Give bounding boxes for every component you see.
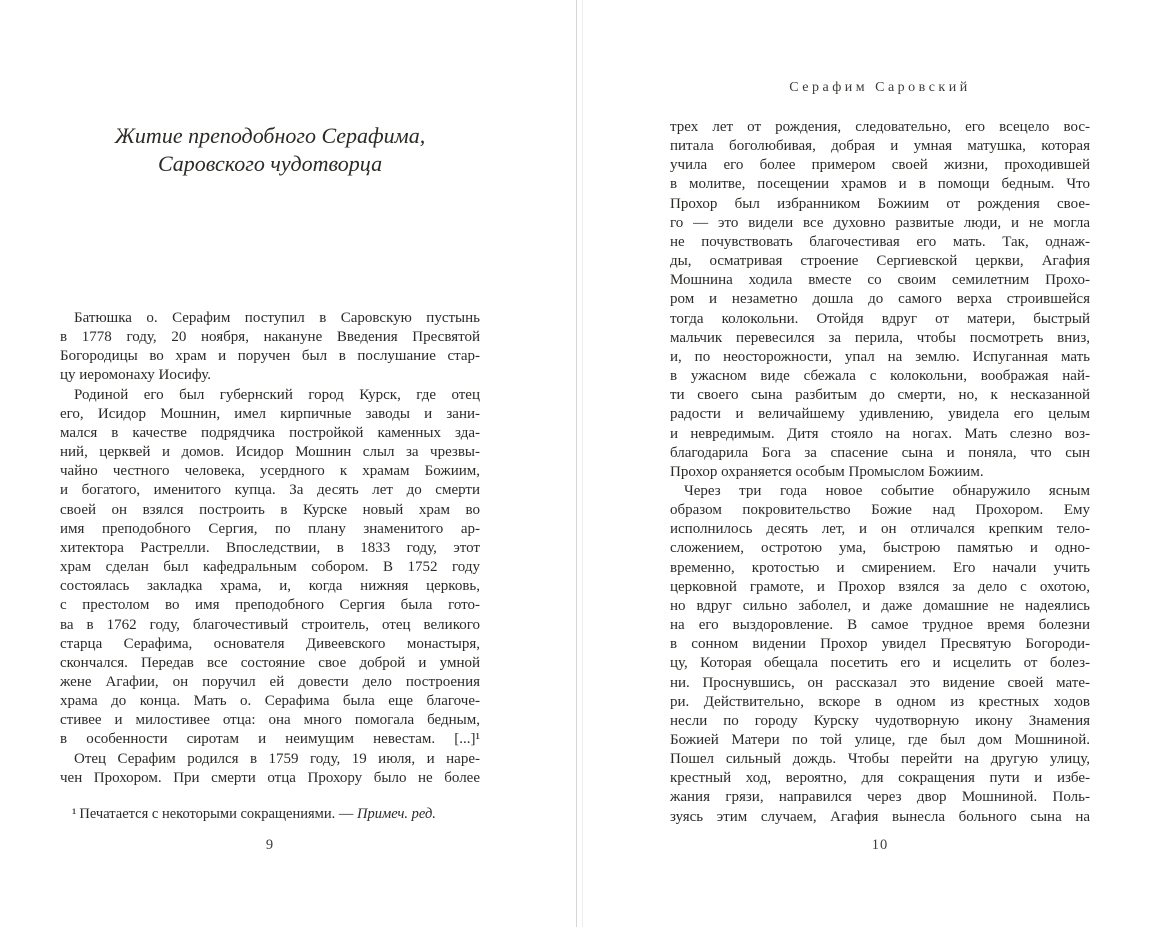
text-line: зуясь этим случаем, Агафия вынесла больного сына на (670, 808, 1090, 825)
text-line: в молитве, посещении храмов и в помощи бедным. Что (670, 176, 1090, 193)
chapter-title (60, 122, 480, 177)
chapter-title-line: Саровского чудотворца (157, 150, 383, 176)
text-line: сложением, остротою ума, быстрою памятью и одно- (670, 540, 1090, 557)
page-body-left (60, 309, 480, 788)
text-line: благодарила Бога за спасение сына и поняла, что сын (670, 444, 1090, 461)
text-line: ри. Действительно, вскоре в одном из крестных ходов (670, 693, 1090, 710)
text-line: с престолом во имя преподобного Сергия была гото- (60, 597, 480, 614)
text-line: го — это видели все духовно развитые люди, и не могла (670, 214, 1090, 231)
footnote-text: Печатается с некоторыми сокращениями. — (79, 806, 357, 822)
paragraph (60, 309, 480, 386)
text-line: несли по городу Курску чудотворную икону Знамения (670, 712, 1090, 729)
text-line: чен Прохором. При смерти отца Прохору было не более (60, 769, 480, 786)
text-line: тогда колокольни. Отойдя вдруг от матери, быстрый (670, 310, 1090, 327)
text-line: в сонном видении Прохор увидел Пресвятую Богороди- (670, 636, 1090, 653)
text-line: цу, Которая обещала посетить его и исцелить от болез- (670, 655, 1090, 672)
text-line: на его выздоровление. В самое трудное время болезни (670, 617, 1090, 634)
text-line: хитектора Растрелли. Впоследствии, в 1833 году, этот (60, 539, 480, 556)
text-line: Богородицы во храм и поручен был в послушание стар- (60, 348, 480, 365)
text-line: жене Агафии, он поручил ей довести дело построения (60, 673, 480, 690)
text-line: Батюшка о. Серафим поступил в Саровскую пустынь (74, 310, 480, 326)
text-line: и, по неосторожности, упал на землю. Испуганная мать (670, 348, 1090, 365)
text-line: радости и величайшему удивлению, увидела его целым (670, 406, 1090, 423)
text-line: крестный ход, вероятно, для сокращения пути и избе- (670, 770, 1090, 787)
page-left (60, 0, 480, 927)
text-line: храма до конца. Мать о. Серафима была еще благоче- (60, 693, 480, 710)
text-line: Родиной его был губернский город Курск, где отец (74, 386, 480, 403)
text-line: мался в качестве подрядчика постройкой каменных зда- (60, 424, 480, 441)
paragraph (60, 386, 480, 750)
paragraph (60, 750, 480, 788)
footnote-marker: ¹ (72, 806, 77, 822)
text-line: старца Серафима, основателя Дивеевского монастыря, (60, 635, 480, 652)
paragraph (670, 482, 1090, 827)
text-line: Отец Серафим родился в 1759 году, 19 июля, и наре- (74, 750, 480, 767)
text-line: временно, кротостью и смирением. Его начали учить (670, 559, 1090, 576)
text-line: цу иеромонаху Иосифу. (60, 367, 212, 384)
text-line: ни. Проснувшись, он рассказал это видение своей мате- (670, 674, 1090, 691)
page-number-right: 10 (871, 837, 889, 853)
text-line: исполнилось десять лет, и он отличался крепким тело- (670, 521, 1090, 538)
text-line: Прохор охраняется особым Промыслом Божиим. (670, 463, 984, 480)
text-line: питала боголюбивая, добрая и умная матушка, которая (670, 138, 1090, 155)
text-line: имя преподобного Сергия, по плану знаменитого ар- (60, 520, 480, 537)
text-line: его, Исидор Мошнин, имел кирпичные заводы и зани- (60, 405, 480, 422)
text-line: и богатого, именитого купца. За десять лет до смерти (60, 482, 480, 499)
text-line: но вдруг сильно заболел, и даже домашние не надеялись (670, 597, 1090, 614)
text-line: ва в 1762 году, благочестивый строитель, отец великого (60, 616, 480, 633)
text-line: Пошел сильный дождь. Чтобы перейти на другую улицу, (670, 751, 1090, 768)
chapter-title-line: Житие преподобного Серафима, (114, 123, 426, 148)
page-right (670, 0, 1090, 927)
text-line: в ужасном виде сбежала с колокольни, воображая най- (670, 368, 1090, 385)
text-line: ром и незаметно дошла до самого верха строившейся (670, 291, 1090, 308)
text-line: стивее и милостивее отца: она много помогала бедным, (60, 712, 480, 729)
text-line: учила его более примером своей жизни, проходившей (670, 157, 1090, 174)
text-line: образом покровительство Божие над Прохором. Ему (670, 502, 1090, 519)
footnote-source: Примеч. ред. (356, 806, 436, 822)
text-line: Прохор был избранником Божиим от рождения свое- (670, 195, 1090, 212)
text-line: ний, церквей и домов. Исидор Мошнин слыл за чрезвы- (60, 444, 480, 461)
running-header: Серафим Саровский (789, 80, 971, 95)
paragraph (670, 118, 1090, 482)
footnote (60, 805, 480, 823)
text-line: Мошнина ходила вместе со своим семилетним Прохо- (670, 272, 1090, 289)
text-line: в 1778 году, 20 ноября, накануне Введения Пресвятой (60, 329, 480, 346)
text-line: ти своего сына разбитым до смерти, но, к несказанной (670, 387, 1090, 404)
text-line: скончался. Передав все состояние свое доброй и умной (60, 654, 480, 671)
page-number-left: 9 (265, 837, 275, 853)
page-gutter-line (576, 0, 577, 927)
page-body-right (670, 118, 1090, 827)
text-line: трех лет от рождения, следовательно, его всецело вос- (670, 119, 1090, 135)
page-gutter-line-soft (582, 0, 583, 927)
text-line: жания грязи, направился через двор Мошниной. Поль- (670, 789, 1090, 806)
text-line: не почувствовать благочестивая его мать. Так, однаж- (670, 233, 1090, 250)
text-line: Божией Матери по той улице, где был дом Мошниной. (670, 732, 1090, 748)
text-line: мальчик перевесился за перила, чтобы посмотреть вниз, (670, 329, 1090, 346)
text-line: Через три года новое событие обнаружило ясным (684, 482, 1090, 499)
text-line: своей он взялся построить в Курске новый храм во (60, 501, 480, 518)
text-line: и невредимым. Дитя стояло на ногах. Мать слезно воз- (670, 425, 1090, 442)
text-line: состоялась закладка храма, и, когда нижняя церковь, (60, 578, 480, 595)
text-line: чайно честного человека, усердного к храмам Божиим, (60, 463, 480, 480)
text-line: ды, осматривая строение Сергиевской церкви, Агафия (670, 253, 1090, 270)
text-line: в особенности сиротам и неимущим невестам. [...]¹ (60, 731, 480, 748)
text-line: храм сделан был кафедральным собором. В 1752 году (60, 559, 480, 576)
text-line: церковной грамоте, и Прохор взялся за дело с охотою, (670, 578, 1090, 595)
